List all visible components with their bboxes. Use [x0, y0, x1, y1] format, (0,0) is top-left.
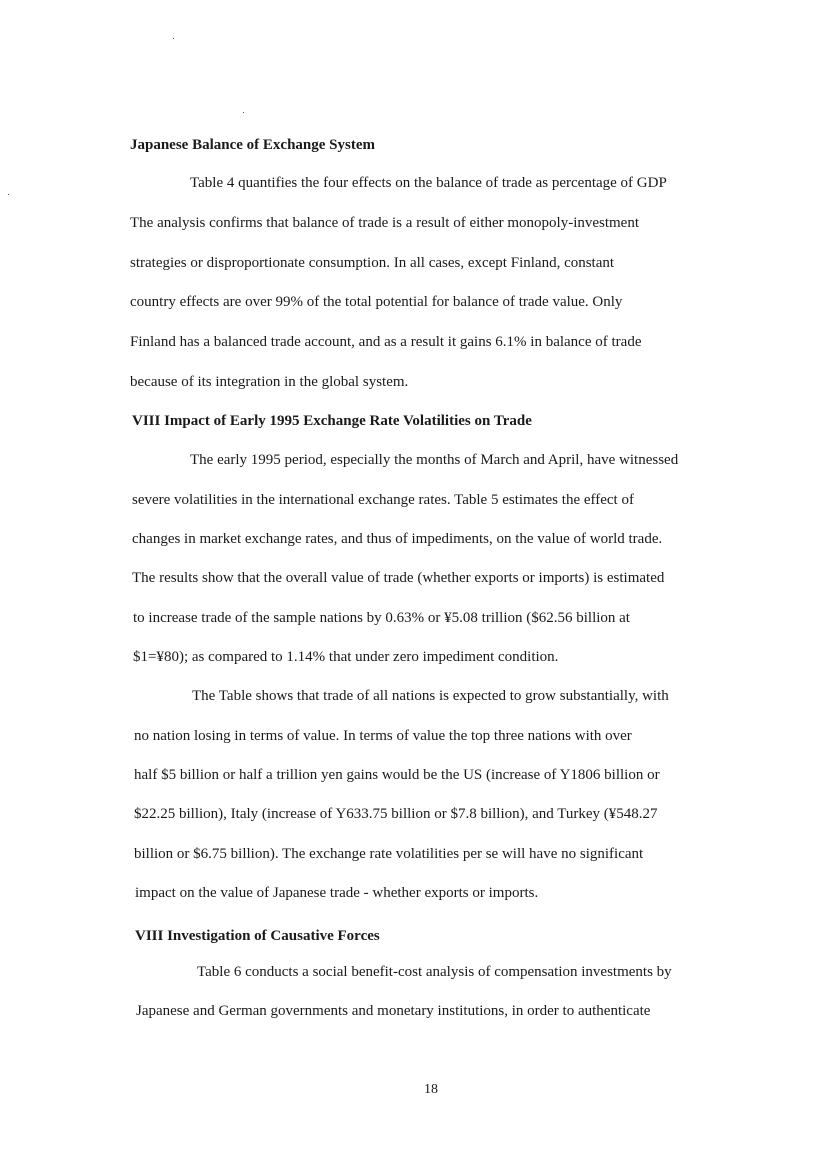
paragraph-line: severe volatilities in the international exchange rates. Table 5 estimates the effect of	[132, 492, 634, 508]
paragraph-line: changes in market exchange rates, and thus of impediments, on the value of world trade.	[132, 531, 663, 547]
scan-speck	[173, 38, 174, 39]
paragraph-line: Finland has a balanced trade account, and as a result it gains 6.1% in balance of trade	[130, 334, 642, 350]
paragraph-line: Table 6 conducts a social benefit-cost analysis of compensation investments by	[197, 964, 672, 980]
paragraph-line: $1=¥80); as compared to 1.14% that under zero impediment condition.	[133, 649, 559, 665]
paragraph-line: impact on the value of Japanese trade - whether exports or imports.	[135, 885, 539, 901]
paragraph-line: billion or $6.75 billion). The exchange rate volatilities per se will have no significant	[134, 846, 644, 862]
section-heading: VIII Impact of Early 1995 Exchange Rate Volatilities on Trade	[132, 413, 532, 429]
scan-speck	[8, 194, 9, 195]
paragraph-line: $22.25 billion), Italy (increase of Y633.75 billion or $7.8 billion), and Turkey (¥548.27	[134, 806, 658, 822]
paragraph-line: no nation losing in terms of value. In terms of value the top three nations with over	[134, 728, 632, 744]
paragraph-line: to increase trade of the sample nations by 0.63% or ¥5.08 trillion ($62.56 billion at	[133, 610, 630, 626]
page-number: 18	[424, 1082, 438, 1097]
paragraph-line: The early 1995 period, especially the months of March and April, have witnessed	[190, 452, 679, 468]
paragraph-line: The results show that the overall value of trade (whether exports or imports) is estimated	[132, 570, 665, 586]
paragraph-line: Japanese and German governments and monetary institutions, in order to authenticate	[136, 1003, 651, 1019]
section-heading: VIII Investigation of Causative Forces	[135, 928, 380, 944]
paragraph-line: strategies or disproportionate consumption. In all cases, except Finland, constant	[130, 255, 615, 271]
paragraph-line: Table 4 quantifies the four effects on the balance of trade as percentage of GDP	[190, 175, 667, 191]
paragraph-line: The analysis confirms that balance of trade is a result of either monopoly-investment	[130, 215, 640, 231]
paragraph-line: The Table shows that trade of all nations is expected to grow substantially, with	[192, 688, 669, 704]
paragraph-line: because of its integration in the global system.	[130, 374, 409, 390]
paragraph-line: half $5 billion or half a trillion yen gains would be the US (increase of Y1806 billion or	[134, 767, 660, 783]
scan-speck	[243, 112, 244, 113]
paragraph-line: country effects are over 99% of the total potential for balance of trade value. Only	[130, 294, 623, 310]
section-heading: Japanese Balance of Exchange System	[130, 137, 375, 153]
